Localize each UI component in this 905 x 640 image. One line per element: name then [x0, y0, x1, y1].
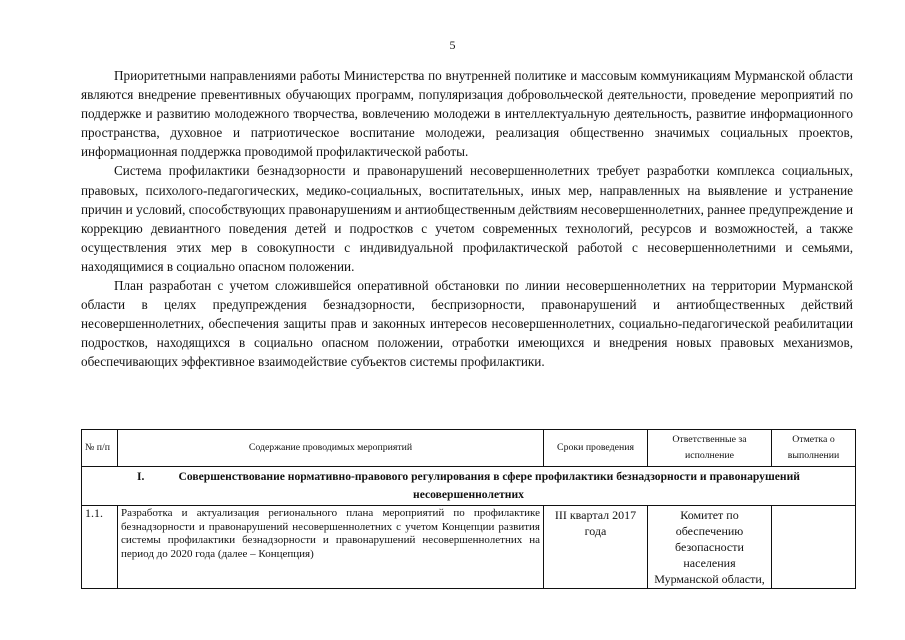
- header-deadline: Сроки проведения: [544, 430, 648, 467]
- header-mark: Отметка о выполнении: [772, 430, 856, 467]
- header-num: № п/п: [82, 430, 118, 467]
- table-row: [82, 506, 856, 589]
- section-row: [82, 467, 856, 506]
- row-responsible: Комитет по обеспечению безопасности населения Мурманской области,: [648, 506, 772, 589]
- row-mark: [772, 506, 856, 589]
- paragraph: Система профилактики безнадзорности и правонарушений несовершеннолетних требует разработки комплекса социальных, правовых, психолого-педагогических, медико-социальных, воспитательных, иных мер, направленных на выявление и устранение причин и условий, способствующих правонарушениям и антиобщественным действиям несовершеннолетних, раннее предупреждение и коррекцию девиантного поведения детей и подростков с учетом современных технологий, ресурсов и возможностей, а также осуществления этих мер в совокупности с индивидуальной профилактической работой с несовершеннолетними и семьями, находящимися в социально опасном положении.: [81, 163, 853, 274]
- section-cell: [82, 467, 856, 506]
- body-text: [81, 66, 853, 372]
- row-num: 1.1.: [82, 506, 118, 589]
- section-number: I.: [137, 470, 145, 483]
- page-number: 5: [449, 38, 456, 52]
- row-content: Разработка и актуализация регионального плана мероприятий по профилактике безнадзорности и правонарушений несовершеннолетних с учетом Концепции развития системы профилактики безнадзорности и правонарушений несовершеннолетних на период до 2020 года (далее – Концепция): [118, 506, 544, 589]
- header-responsible: Ответственные за исполнение: [648, 430, 772, 467]
- table-header-row: [82, 430, 856, 467]
- paragraph: План разработан с учетом сложившейся оперативной обстановки по линии несовершеннолетних на территории Мурманской области в целях предупреждения безнадзорности, беспризорности, правонарушений и антиобщественных действий несовершеннолетних, обеспечения защиты прав и законных интересов несовершеннолетних, социально-педагогической реабилитации подростков, находящихся в социально опасном положении, отработки имеющихся и внедрения новых правовых механизмов, обеспечивающих эффективное взаимодействие субъектов системы профилактики.: [81, 278, 853, 370]
- paragraph: Приоритетными направлениями работы Министерства по внутренней политике и массовым коммуникациям Мурманской области являются внедрение превентивных обучающих программ, популяризация добровольческой деятельности, проведение мероприятий по поддержке и развитию молодежного творчества, вовлечению молодежи в интеллектуальную деятельность, развитие информационного пространства, духовное и патриотическое воспитание молодежи, реализация общественно значимых социальных проектов, информационная поддержка проводимой профилактической работы.: [81, 68, 853, 160]
- section-title: Совершенствование нормативно-правового регулирования в сфере профилактики безнадзорности и правонарушений несовершеннолетних: [178, 470, 800, 501]
- activities-table: [81, 429, 856, 589]
- row-deadline: III квартал 2017 года: [544, 506, 648, 589]
- header-content: Содержание проводимых мероприятий: [118, 430, 544, 467]
